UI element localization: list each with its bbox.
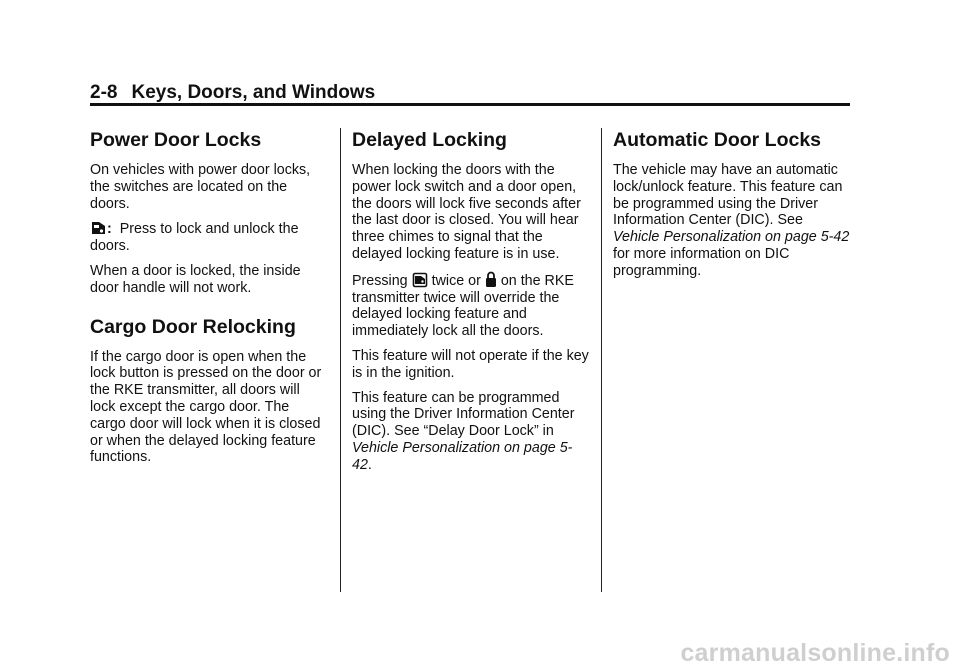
- lock-switch-icon: [412, 272, 428, 288]
- delayed-locking-programming: This feature can be programmed using the Driver Information Center (DIC). See “Delay Door Lock” in Vehicle Personalization on page 5-42.: [352, 389, 575, 473]
- lock-switch-icon: [90, 220, 107, 236]
- delayed-locking-intro: When locking the doors with the power lock switch and a door open, the doors will lock five seconds after the last door is closed. You will hear three chimes to signal that the delayed locking feature is in use.: [352, 162, 581, 262]
- header-rule: [90, 103, 850, 106]
- column-divider-1: [340, 128, 341, 592]
- power-door-locks-heading: Power Door Locks: [90, 129, 262, 151]
- column-1: [90, 128, 326, 474]
- cross-reference-link[interactable]: Vehicle Personalization on page 5-42: [613, 229, 850, 246]
- power-locks-handle-note: When a door is locked, the inside door handle will not work.: [90, 262, 301, 296]
- cross-reference-link[interactable]: Vehicle Personalization on page 5-42: [352, 439, 573, 473]
- column-3: [613, 128, 853, 288]
- power-locks-intro: On vehicles with power door locks, the switches are located on the doors.: [90, 162, 311, 212]
- automatic-door-locks-heading: Automatic Door Locks: [613, 129, 822, 151]
- delayed-locking-override: Pressing twice or on the RKE transmitter twice will override the delayed locking feature and immediately lock all the doors.: [352, 272, 574, 340]
- rke-lock-icon: [485, 271, 497, 288]
- page-number: 2-8: [90, 82, 118, 103]
- ignition-note: This feature will not operate if the key is in the ignition.: [352, 347, 589, 381]
- delayed-locking-heading: Delayed Locking: [352, 129, 507, 151]
- automatic-locks-paragraph: The vehicle may have an automatic lock/unlock feature. This feature can be programmed using the Driver Information Center (DIC). See Vehicle Personalization on page 5-42 for more information on DIC programming.: [613, 162, 850, 279]
- cargo-door-relocking-heading: Cargo Door Relocking: [90, 315, 296, 338]
- cargo-door-paragraph: If the cargo door is open when the lock button is pressed on the door or the RKE transmitter, all doors will lock except the cargo door. The cargo door will lock when it is closed or when the delayed locking feature functions.: [90, 348, 322, 466]
- power-locks-switch-text: Press to lock and unlock the doors.: [90, 221, 299, 255]
- icon-colon: :: [107, 221, 112, 238]
- chapter-title: Keys, Doors, and Windows: [131, 82, 376, 103]
- watermark: carmanualsonline.info: [680, 639, 950, 667]
- column-divider-2: [601, 128, 602, 592]
- column-2: [352, 128, 590, 482]
- power-locks-switch-paragraph: [90, 220, 326, 255]
